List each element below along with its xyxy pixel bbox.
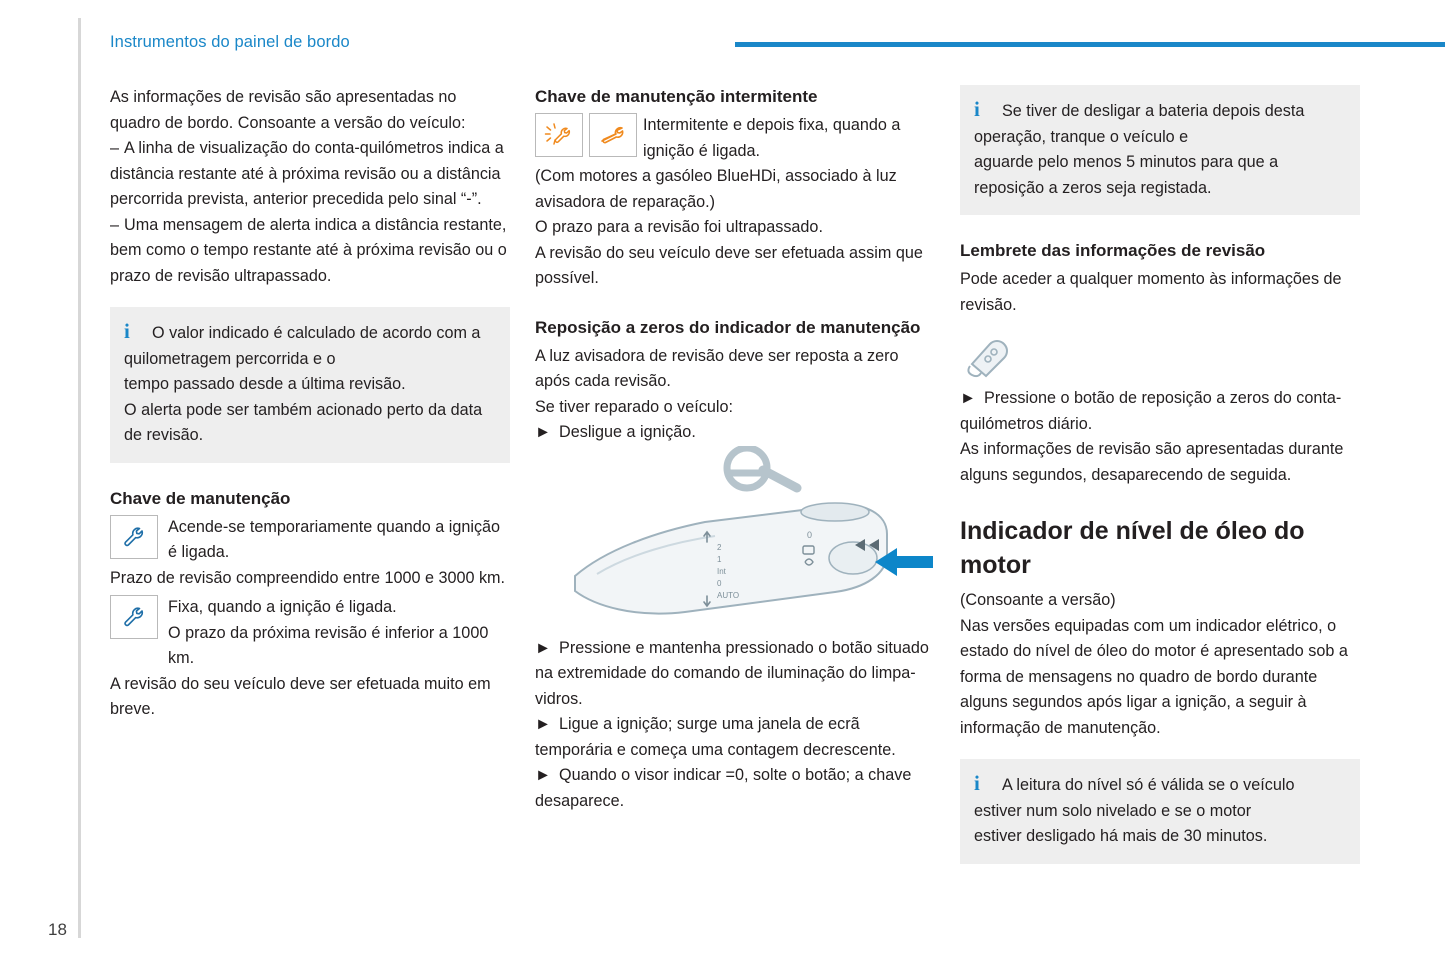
page-header-title: Instrumentos do painel de bordo [110,33,350,51]
info-note-three-line2: estiver desligado há mais de 30 minutos. [974,827,1268,845]
info-note-two-line1: Se tiver de desligar a bateria depois desta operação, tranque o veículo e [974,102,1305,146]
info-icon: i [124,319,130,343]
info-note-one-line2: tempo passado desde a última revisão. [124,375,406,393]
info-note-three [960,759,1360,864]
bullet-two-text: Uma mensagem de alerta indica a distância restante, bem como o tempo restante até à próxima revisão ou o prazo de revisão ultrapassado. [110,215,507,285]
heading-intermittent-key: Chave de manutenção intermitente [535,87,818,106]
heading-oil-level-indicator: Indicador de nível de óleo do motor [960,517,1305,579]
column-three [960,85,1360,878]
reminder-p1: Pode aceder a qualquer momento às informações de revisão. [960,270,1342,314]
info-note-three-line1: A leitura do nível só é válida se o veículo estiver num solo nivelado e se o motor [974,776,1295,820]
dash-marker: – [110,139,120,157]
service-key-after-two: A revisão do seu veículo deve ser efetuada muito em breve. [110,674,491,718]
intermittent-p1: (Com motores a gasóleo BlueHDi, associado à luz avisadora de reparação.) [535,167,897,211]
arrow-marker: ► [535,766,552,784]
service-key-row-two-line2: O prazo da próxima revisão é inferior a 1000 km. [168,623,489,667]
heading-reset-indicator: Reposição a zeros do indicador de manutenção [535,317,921,337]
svg-text:AUTO: AUTO [717,590,740,600]
column-two [535,85,935,814]
intro-paragraph: As informações de revisão são apresentadas no quadro de bordo. Consoante a versão do veículo: [110,88,466,132]
service-key-row-two-text [168,595,510,672]
info-note-one-line1: O valor indicado é calculado de acordo com a quilometragem percorrida e o [124,324,481,368]
service-key-row-two [110,595,510,672]
wiper-stalk-illustration [535,446,935,636]
wrench-icon [110,595,158,639]
heading-service-reminder: Lembrete das informações de revisão [960,241,1266,260]
arrow-marker: ► [535,423,552,441]
info-note-two-line2: aguarde pelo menos 5 minutos para que a reposição a zeros seja registada. [974,153,1279,197]
reset-p5: Se tiver reparado o veículo: [535,397,733,416]
service-key-row-two-line1: Fixa, quando a ignição é ligada. [168,598,397,616]
reset-step-two-text: Pressione e mantenha pressionado o botão situado na extremidade do comando de iluminação do limpa-vidros. [535,638,929,708]
info-note-one [110,307,510,463]
info-note-two [960,85,1360,215]
blinking-wrench-icon [535,113,583,157]
page-number: 18 [48,920,67,939]
oil-p4: Nas versões equipadas com um indicador elétrico, o estado do nível de óleo do motor é apresentado sob a forma de mensagens no quadro de bordo durante alguns segundos após ligar a ignição, a seguir à informação de manutenção. [960,616,1348,737]
reminder-p2: As informações de revisão são apresentadas durante alguns segundos, desaparecendo de seguida. [960,440,1344,484]
trip-reset-button-illustration [960,330,1360,380]
oil-p3: (Consoante a versão) [960,591,1116,609]
reset-step-four [535,763,935,814]
arrow-marker: ► [960,389,977,407]
info-note-one-line3: O alerta pode ser também acionado perto da data de revisão. [124,400,483,444]
reset-step-one-text: Desligue a ignição. [559,423,696,441]
wrench-icon [110,515,158,559]
bullet-one [110,136,510,213]
reset-step-three [535,712,935,763]
info-icon: i [974,97,980,121]
reset-p4: A luz avisadora de revisão deve ser reposta a zero após cada revisão. [535,346,899,390]
svg-text:Int: Int [717,566,726,576]
dash-marker: – [110,215,120,234]
bullet-one-text: A linha de visualização do conta-quilómetros indica a distância restante até à próxima revisão ou a distância percorrida prevista, anterior precedida pelo sinal “-”. [110,139,504,208]
bullet-two [110,213,510,290]
heading-service-key: Chave de manutenção [110,488,291,508]
intermittent-p2: O prazo para a revisão foi ultrapassado. [535,218,823,236]
header-accent-rule [735,42,1445,47]
service-key-row-one [110,515,510,566]
service-key-after-one: Prazo de revisão compreendido entre 1000 e 3000 km. [110,568,506,587]
page-left-rule [78,18,81,938]
reminder-step-one-text: Pressione o botão de reposição a zeros do conta-quilómetros diário. [960,389,1342,433]
reset-step-two [535,636,935,713]
info-icon: i [974,771,980,795]
intermittent-icon-row [535,113,935,164]
reset-step-four-text: Quando o visor indicar =0, solte o botão; a chave desaparece. [535,766,912,810]
solid-wrench-icon [589,113,637,157]
reminder-step-one [960,386,1360,437]
intermittent-p3: A revisão do seu veículo deve ser efetuada assim que possível. [535,243,923,287]
arrow-marker: ► [535,638,552,657]
arrow-marker: ► [535,715,552,733]
svg-text:2: 2 [717,542,722,552]
column-one [110,85,510,723]
service-key-row-one-text: Acende-se temporariamente quando a ignição é ligada. [168,517,501,561]
reset-step-three-text: Ligue a ignição; surge uma janela de ecrã temporária e começa uma contagem decrescente. [535,715,896,759]
svg-text:0: 0 [807,529,813,540]
reset-step-one [535,420,935,446]
svg-text:1: 1 [717,554,722,564]
steering-wheel-icon [727,448,797,488]
intermittent-icon-text: Intermitente e depois fixa, quando a ignição é ligada. [643,116,901,160]
svg-text:0: 0 [717,578,722,588]
